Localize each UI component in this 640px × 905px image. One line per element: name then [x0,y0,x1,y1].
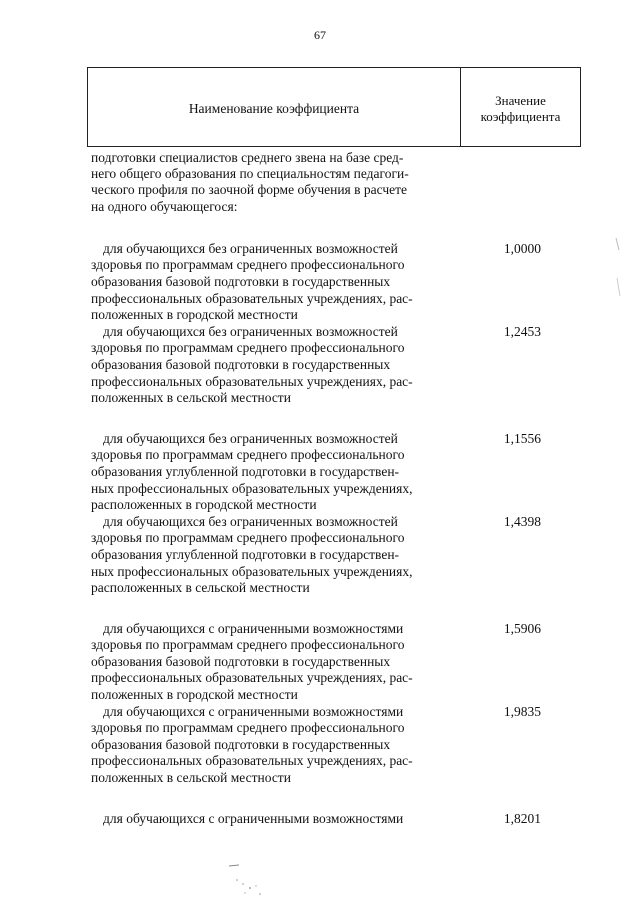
header-value-line2: коэффициента [480,109,561,124]
coefficient-value: 1,0000 [503,240,542,256]
coefficient-description [91,324,460,407]
description-line: образования базовой подготовки в государственных [91,356,391,372]
coefficient-value: 1,9835 [503,703,542,719]
coefficient-row [91,431,581,514]
coefficient-value: 1,1556 [503,430,542,446]
coefficient-value: 1,8201 [503,810,542,826]
description-line: для обучающихся без ограниченных возможностей [103,323,398,339]
description-line: здоровья по программам среднего профессионального [91,340,405,356]
description-line: положенных в городской местности [91,687,298,703]
description-line: для обучающихся с ограниченными возможностями [103,620,404,636]
coefficient-value: 1,5906 [503,620,542,636]
coefficient-table-header [87,67,581,147]
description-line: профессиональных образовательных учреждениях, рас- [91,290,413,306]
header-value-line1: Значение [495,93,546,108]
description-line: образования углубленной подготовки в государствен- [91,546,400,562]
description-line: ных профессиональных образовательных учреждениях, [91,563,413,579]
header-coefficient-name: Наименование коэффициента [88,68,461,146]
description-line: образования углубленной подготовки в государствен- [91,463,400,479]
intro-line: него общего образования по специальностям педагоги- [91,166,409,182]
description-line: здоровья по программам среднего профессионального [91,447,405,463]
coefficient-group [91,621,581,787]
description-line: здоровья по программам среднего профессионального [91,720,405,736]
description-line: профессиональных образовательных учреждениях, рас- [91,753,413,769]
coefficient-row [91,241,581,324]
description-line: профессиональных образовательных учреждениях, рас- [91,373,413,389]
description-line: образования базовой подготовки в государственных [91,736,391,752]
description-line: положенных в городской местности [91,307,298,323]
description-line: расположенных в сельской местности [91,580,310,596]
coefficient-description [91,621,460,704]
description-line: расположенных в городской местности [91,497,317,513]
coefficient-table-body [91,150,581,827]
description-line: для обучающихся без ограниченных возможностей [103,240,398,256]
description-line: для обучающихся без ограниченных возможностей [103,430,398,446]
coefficient-description [91,704,460,787]
description-line: образования базовой подготовки в государственных [91,653,391,669]
intro-line: ческого профиля по заочной форме обучения в расчете [91,182,408,198]
intro-line: на одного обучающегося: [91,198,238,214]
scan-stamp-marks [225,860,275,900]
coefficient-description [91,514,460,597]
coefficient-group [91,431,581,597]
coefficient-description: для обучающихся с ограниченными возможностями [103,810,404,826]
description-line: здоровья по программам среднего профессионального [91,530,405,546]
coefficient-row [91,621,581,704]
coefficient-group [91,241,581,407]
header-coefficient-value [461,68,580,146]
description-line: профессиональных образовательных учреждениях, рас- [91,670,413,686]
description-line: здоровья по программам среднего профессионального [91,637,405,653]
description-line: для обучающихся с ограниченными возможностями [103,703,404,719]
description-line: положенных в сельской местности [91,390,291,406]
description-line: для обучающихся без ограниченных возможностей [103,513,398,529]
coefficient-row [91,704,581,787]
description-line: положенных в сельской местности [91,770,291,786]
coefficient-row [91,811,581,828]
coefficient-description [91,241,460,324]
description-line: образования базовой подготовки в государственных [91,274,391,289]
coefficient-row [91,324,581,407]
intro-paragraph [91,150,461,215]
description-line: ных профессиональных образовательных учреждениях, [91,480,413,496]
page-number: 67 [314,28,326,42]
scan-edge-mark [614,238,622,298]
coefficient-value: 1,4398 [503,513,542,529]
coefficient-value: 1,2453 [503,323,542,339]
coefficient-description [91,431,460,514]
coefficient-row [91,514,581,597]
description-line: здоровья по программам среднего профессионального [91,257,405,273]
intro-line: подготовки специалистов среднего звена на базе сред- [91,150,404,165]
